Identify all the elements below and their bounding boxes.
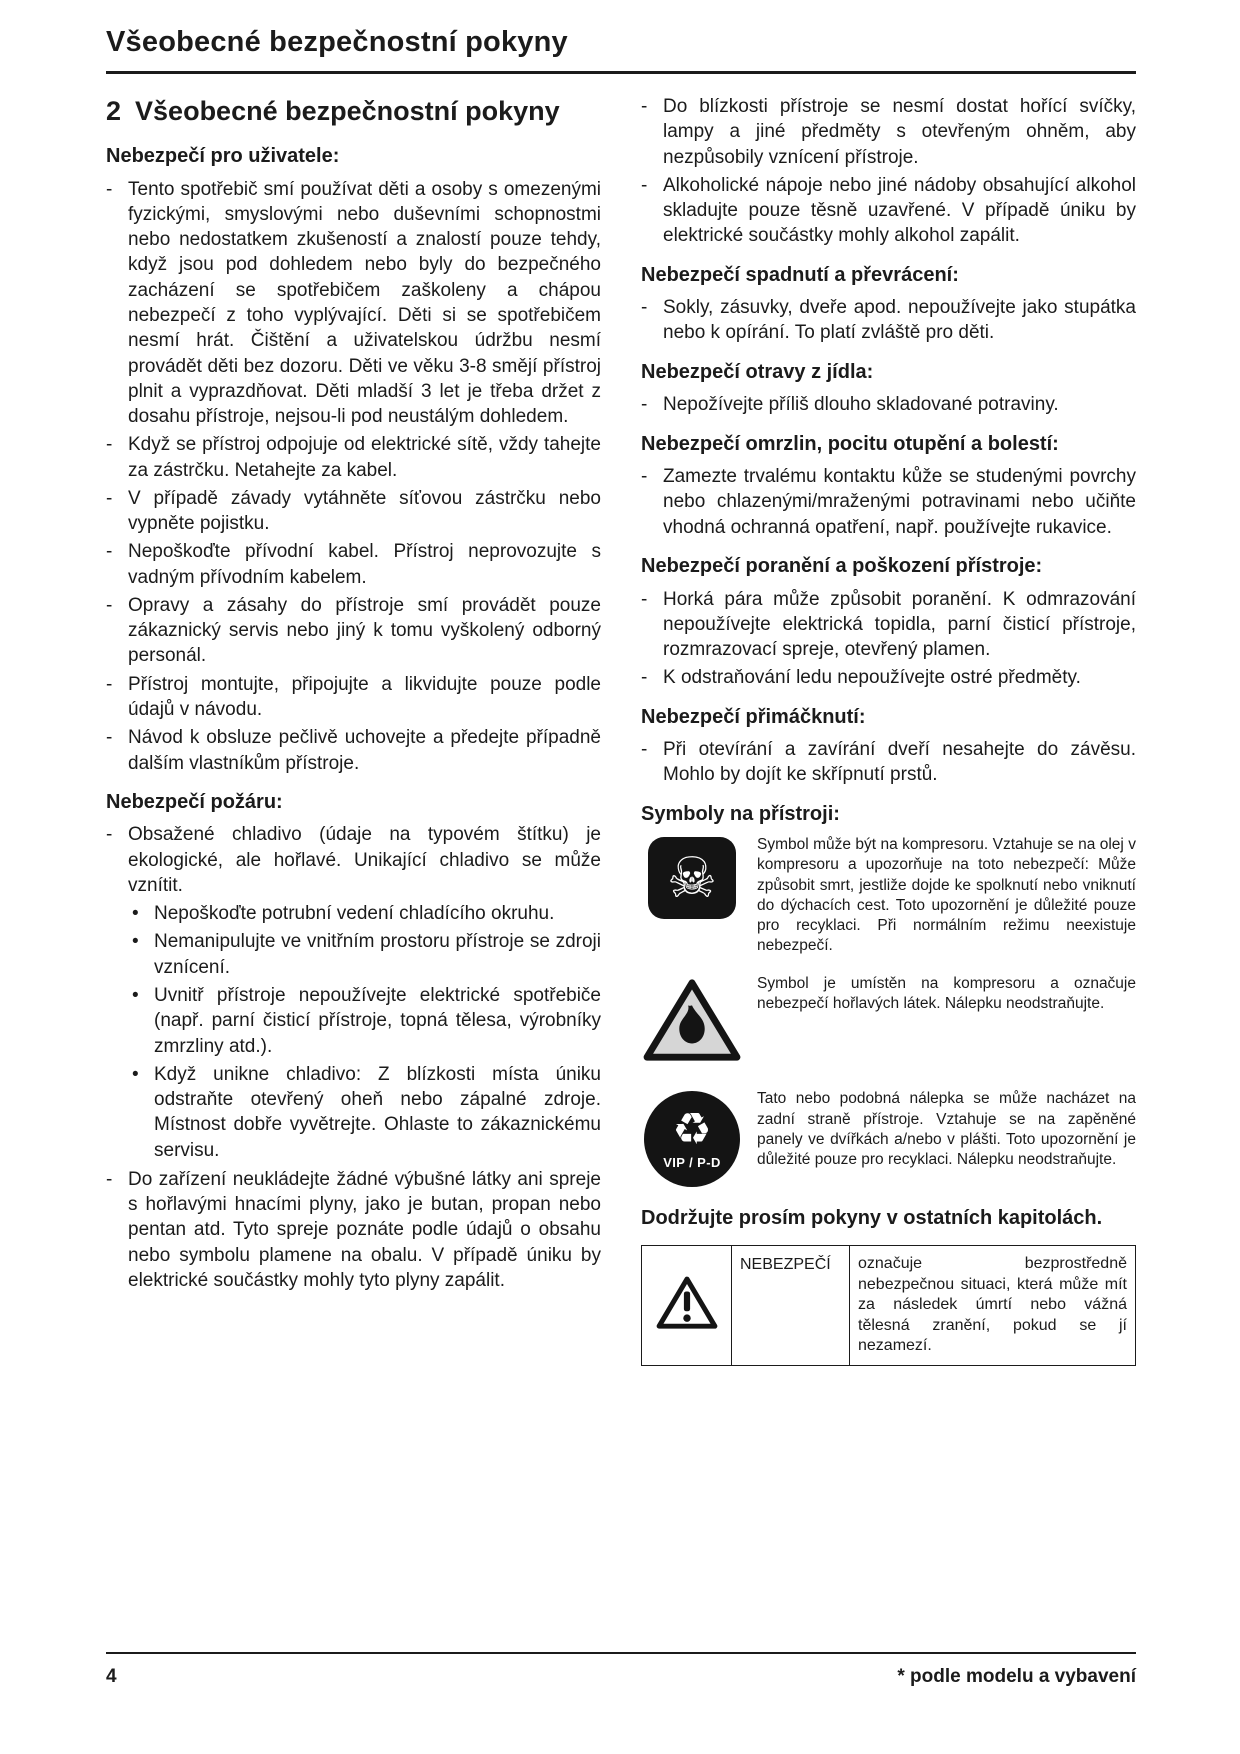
page-header	[106, 26, 1136, 74]
section-heading-frost: Nebezpečí omrzlin, pocitu otupění a bolestí:	[641, 432, 1059, 455]
chapter-number: 2	[106, 96, 122, 126]
dash-marker: -	[641, 297, 648, 319]
dash-marker: -	[641, 174, 648, 196]
bullet-marker: •	[132, 903, 139, 925]
dash-marker: -	[106, 178, 113, 200]
dash-marker: -	[106, 487, 113, 509]
danger-definition-table	[641, 1245, 1136, 1365]
footer-note: * podle modelu a vybavení	[897, 1666, 1136, 1687]
symbol-icon-wrap	[641, 835, 743, 956]
dash-marker: -	[641, 96, 648, 117]
dash-marker: -	[641, 466, 648, 488]
bullet-marker: •	[132, 1063, 139, 1085]
bullet-marker: •	[132, 984, 139, 1006]
symbol-icon-wrap	[641, 974, 743, 1071]
list-item-text: Nepožívejte příliš dlouho skladované potraviny.	[663, 394, 1059, 416]
recycling-arrows-glyph: ♻	[672, 1104, 712, 1154]
symbol-description: Symbol je umístěn na kompresoru a označuje nebezpečí hořlavých látek. Nálepku neodstraňujte.	[757, 975, 1136, 1013]
dash-marker: -	[106, 434, 113, 456]
list-item	[641, 737, 1136, 788]
closing-note: Dodržujte prosím pokyny v ostatních kapitolách.	[641, 1207, 1103, 1230]
list-item	[641, 173, 1136, 249]
dash-marker: -	[106, 673, 113, 695]
recycling-vip-pd-icon	[644, 1091, 740, 1187]
list-item-text: K odstraňování ledu nepoužívejte ostré předměty.	[663, 667, 1081, 689]
chapter-heading	[106, 94, 601, 129]
list-item	[641, 665, 1136, 690]
list-item-text: Tento spotřebič smí používat děti a osoby s omezenými fyzickými, smyslovými nebo duševními schopnostmi nebo nedostatkem zkušeností a znalostí pouze tehdy, když jsou pod dohledem nebo byly do bezpečného zacházení se spotřebičem zaškoleny a chápou nebezpečí z toho vyplývající. Děti si se spotřebičem nesmí hrát. Čištění a uživatelskou údržbu nesmí provádět děti bez dozoru. Děti ve věku 3-8 smějí přístroj plnit a vyprazdňovat. Děti mladší 3 let je třeba držet z dosahu přístroje, nejsou-li pod neustálým dohledem.	[128, 178, 601, 428]
section-heading-symbols: Symboly na přístroji:	[641, 802, 840, 825]
right-column	[641, 94, 1136, 1366]
danger-signal-word: NEBEZPEČÍ	[732, 1246, 850, 1365]
list-item-text: Uvnitř přístroje nepoužívejte elektrické spotřebiče (např. parní čisticí přístroje, topná tělesa, výrobníky zmrzliny atd.).	[154, 984, 601, 1057]
symbol-row	[641, 835, 1136, 956]
list-item	[106, 593, 601, 669]
list-item	[641, 295, 1136, 346]
symbol-row	[641, 974, 1136, 1071]
symbol-description: Symbol může být na kompresoru. Vztahuje se na olej v kompresoru a upozorňuje na toto nebezpečí: Může způsobit smrt, jestliže dojde ke spolknutí nebo vniknutí do dýchacích cest. Toto upozornění je důležité pouze pro recyklaci. Při normálním režimu neexistuje nebezpečí.	[757, 836, 1136, 955]
bullet-marker: •	[132, 931, 139, 953]
list-item-text: Při otevírání a zavírání dveří nesahejte do závěsu. Mohlo by dojít ke skřípnutí prstů.	[663, 739, 1136, 786]
dash-marker: -	[106, 824, 113, 846]
list-item-text: Do blízkosti přístroje se nesmí dostat hořící svíčky, lampy a jiné předměty s otevřeným ohněm, aby nezpůsobily vznícení přístroje.	[663, 96, 1136, 168]
list-item-text: Nepoškoďte přívodní kabel. Přístroj neprovozujte s vadným přívodním kabelem.	[128, 541, 601, 588]
list-item	[641, 392, 1136, 417]
list-item	[106, 432, 601, 483]
skull-hazard-icon	[648, 837, 736, 919]
list-item	[641, 94, 1136, 170]
list-item-text: Obsažené chladivo (údaje na typovém štítku) je ekologické, ale hořlavé. Unikající chladivo se může vznítit.	[128, 824, 601, 896]
dash-marker: -	[641, 739, 648, 761]
list-item-text: Sokly, zásuvky, dveře apod. nepoužívejte jako stupátka nebo k opírání. To platí zvláště pro děti.	[663, 297, 1136, 344]
list-item-text: V případě závady vytáhněte síťovou zástrčku nebo vypněte pojistku.	[128, 487, 601, 535]
list-item	[106, 177, 601, 430]
dash-marker: -	[106, 541, 113, 563]
list-item-text: Přístroj montujte, připojujte a likvidujte pouze podle údajů v návodu.	[128, 673, 601, 720]
list-item	[106, 725, 601, 776]
section-heading-food: Nebezpečí otravy z jídla:	[641, 360, 874, 383]
two-column-layout	[106, 94, 1136, 1366]
table-row	[642, 1246, 1136, 1365]
list-item-text: Nemanipulujte ve vnitřním prostoru přístroje se zdroji vznícení.	[154, 931, 601, 978]
section-heading-fire: Nebezpečí požáru:	[106, 790, 283, 813]
dash-marker: -	[641, 667, 648, 689]
list-item-text: Návod k obsluze pečlivě uchovejte a předejte případně dalším vlastníkům přístroje.	[128, 727, 601, 774]
warning-triangle-icon	[642, 1246, 732, 1365]
danger-definition-text: označuje bezprostředně nebezpečnou situaci, která může mít za následek úmrtí nebo vážná tělesná zranění, pokud se jí nezamezí.	[850, 1246, 1136, 1365]
dash-marker: -	[641, 588, 648, 610]
recycling-label: VIP / P-D	[663, 1154, 721, 1170]
list-item	[106, 486, 601, 537]
skull-glyph: ☠	[666, 846, 718, 910]
list-item-text: Alkoholické nápoje nebo jiné nádoby obsahující alkohol skladujte pouze těsně uzavřené. V případě úniku by elektrické součástky mohly alkohol zapálit.	[663, 174, 1136, 247]
page-number: 4	[106, 1666, 117, 1687]
bullet-sublist	[132, 901, 601, 1163]
list-item	[106, 822, 601, 898]
symbol-row	[641, 1089, 1136, 1187]
section-heading-injury: Nebezpečí poranění a poškození přístroje:	[641, 554, 1043, 577]
symbol-icon-wrap	[641, 1089, 743, 1187]
list-item-text: Když se přístroj odpojuje od elektrické sítě, vždy tahejte za zástrčku. Netahejte za kabel.	[128, 434, 601, 481]
section-heading-pinch: Nebezpečí přimáčknutí:	[641, 705, 866, 728]
section-heading-tipping: Nebezpečí spadnutí a převrácení:	[641, 263, 959, 286]
list-item	[132, 1062, 601, 1163]
dash-marker: -	[106, 1168, 113, 1190]
list-item	[641, 587, 1136, 663]
list-item	[106, 672, 601, 723]
list-item-text: Horká pára může způsobit poranění. K odmrazování nepoužívejte elektrická topidla, parní čisticí přístroje, rozmrazovací spreje, otevřený plamen.	[663, 588, 1136, 661]
dash-marker: -	[106, 594, 113, 616]
list-item	[132, 983, 601, 1059]
symbol-description: Tato nebo podobná nálepka se může nacházet na zadní straně přístroje. Vztahuje se na zapěněné panely ve dvířkách a/nebo v plášti. Toto upozornění je důležité pouze pro recyklaci. Nálepku neodstraňujte.	[757, 1090, 1136, 1168]
list-item-text: Do zařízení neukládejte žádné výbušné látky ani spreje s hořlavými hnacími plyny, jako je butan, propan nebo pentan atd. Tyto spreje poznáte podle údajů o obsahu nebo symbolu plamene na obalu. V případě úniku by elektrické součástky mohly tyto plyny zapálit.	[128, 1168, 601, 1291]
list-item-text: Zamezte trvalému kontaktu kůže se studenými povrchy nebo chlazenými/mraženými potravinami nebo učiňte vhodná ochranná opatření, např. používejte rukavice.	[663, 466, 1136, 538]
list-item	[106, 1167, 601, 1293]
page-footer	[106, 1652, 1136, 1688]
dash-marker: -	[641, 394, 648, 416]
left-column	[106, 94, 601, 1366]
list-item	[132, 901, 601, 926]
list-item-text: Nepoškoďte potrubní vedení chladícího okruhu.	[154, 903, 555, 925]
list-item	[641, 464, 1136, 540]
list-item-text: Když unikne chladivo: Z blízkosti místa úniku odstraňte otevřený oheň nebo zápalné zdroje. Místnost dobře vyvětrejte. Ohlaste to zákaznickému servisu.	[154, 1063, 601, 1161]
chapter-title: Všeobecné bezpečnostní pokyny	[135, 96, 560, 126]
section-heading-users: Nebezpečí pro uživatele:	[106, 145, 340, 168]
list-item-text: Opravy a zásahy do přístroje smí provádět pouze zákaznický servis nebo jiný k tomu vyškolený odborný personál.	[128, 594, 601, 667]
flammable-warning-icon	[643, 976, 741, 1071]
dash-marker: -	[106, 727, 113, 749]
page-title: Všeobecné bezpečnostní pokyny	[106, 26, 568, 58]
list-item	[132, 929, 601, 980]
list-item	[106, 539, 601, 590]
